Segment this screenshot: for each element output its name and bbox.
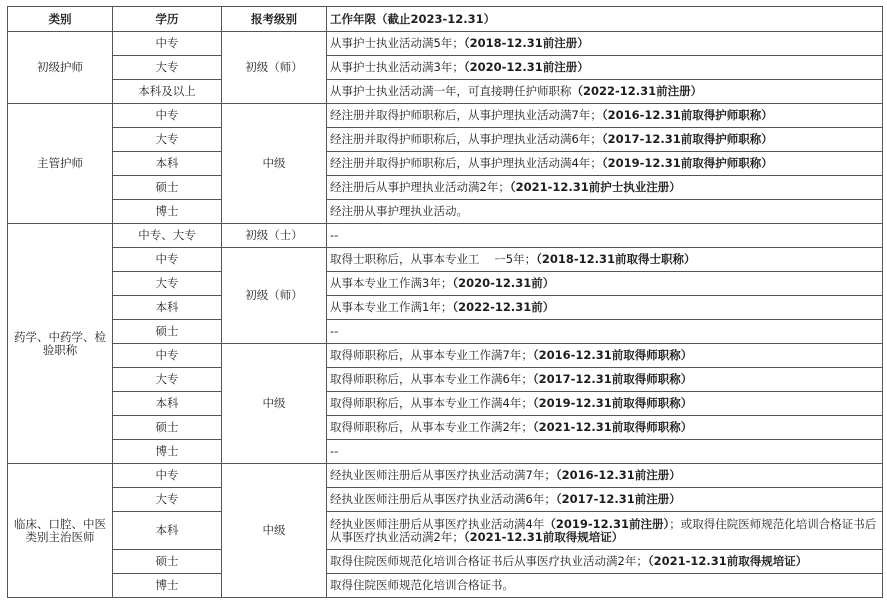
education-cell: 大专 bbox=[113, 56, 222, 80]
requirement-text: 经注册并取得护师职称后，从事护理执业活动满6年； bbox=[330, 132, 602, 146]
requirement-cell bbox=[327, 574, 883, 598]
requirement-cell bbox=[327, 344, 883, 368]
requirement-cell bbox=[327, 440, 883, 464]
education-cell: 博士 bbox=[113, 200, 222, 224]
requirement-cell bbox=[327, 392, 883, 416]
requirement-text: 从事护士执业活动满5年； bbox=[330, 36, 464, 50]
deadline-note: （2019-12.31前注册） bbox=[544, 516, 670, 531]
table-row bbox=[8, 80, 883, 104]
table-row bbox=[8, 272, 883, 296]
category-cell: 主管护师 bbox=[8, 104, 113, 224]
education-cell: 硕士 bbox=[113, 550, 222, 574]
header-level: 报考级别 bbox=[222, 7, 327, 32]
requirement-text: 取得师职称后，从事本专业工作满4年； bbox=[330, 396, 533, 410]
requirement-cell bbox=[327, 248, 883, 272]
table-row bbox=[8, 200, 883, 224]
education-cell: 中专 bbox=[113, 248, 222, 272]
table-row bbox=[8, 488, 883, 512]
requirement-cell bbox=[327, 128, 883, 152]
requirement-text: 取得师职称后，从事本专业工作满2年； bbox=[330, 420, 533, 434]
education-cell: 硕士 bbox=[113, 176, 222, 200]
table-row bbox=[8, 56, 883, 80]
requirement-cell bbox=[327, 224, 883, 248]
deadline-note: （2019-12.31前取得师职称） bbox=[532, 396, 693, 410]
requirement-text: 取得住院医师规范化培训合格证书后从事医疗执业活动满2年； bbox=[330, 554, 648, 568]
requirement-cell bbox=[327, 104, 883, 128]
table-row bbox=[8, 32, 883, 56]
deadline-note: （2017-12.31前注册） bbox=[555, 492, 681, 506]
table-row bbox=[8, 152, 883, 176]
requirement-cell bbox=[327, 320, 883, 344]
requirement-text: -- bbox=[330, 324, 339, 338]
deadline-note: （2018-12.31前取得士职称） bbox=[536, 252, 696, 266]
deadline-note-alt: （2021-12.31前取得规培证） bbox=[463, 529, 624, 544]
deadline-note: （2021-12.31前取得规培证） bbox=[647, 554, 808, 568]
header-requirement: 工作年限（截止2023-12.31） bbox=[327, 7, 883, 32]
requirement-cell bbox=[327, 272, 883, 296]
deadline-note: （2017-12.31前取得护师职称） bbox=[601, 132, 773, 146]
table-row bbox=[8, 128, 883, 152]
requirement-cell bbox=[327, 200, 883, 224]
education-cell: 中专、大专 bbox=[113, 224, 222, 248]
education-cell: 中专 bbox=[113, 464, 222, 488]
requirement-cell bbox=[327, 152, 883, 176]
deadline-note: （2016-12.31前注册） bbox=[555, 468, 681, 482]
requirement-cell bbox=[327, 32, 883, 56]
level-cell: 初级（师） bbox=[222, 248, 327, 344]
education-cell: 大专 bbox=[113, 128, 222, 152]
table-row bbox=[8, 296, 883, 320]
deadline-note: （2021-12.31前护士执业注册） bbox=[509, 180, 681, 194]
level-cell: 中级 bbox=[222, 104, 327, 224]
requirement-text: -- bbox=[330, 228, 339, 242]
requirement-cell bbox=[327, 550, 883, 574]
level-cell: 初级（士） bbox=[222, 224, 327, 248]
requirement-text: 从事护士执业活动满3年； bbox=[330, 60, 464, 74]
table-row bbox=[8, 248, 883, 272]
requirement-text: 经执业医师注册后从事医疗执业活动满7年； bbox=[330, 468, 556, 482]
education-cell: 博士 bbox=[113, 440, 222, 464]
education-cell: 中专 bbox=[113, 32, 222, 56]
education-cell: 中专 bbox=[113, 104, 222, 128]
table-row bbox=[8, 550, 883, 574]
deadline-note: （2018-12.31前注册） bbox=[463, 36, 589, 50]
education-cell: 本科及以上 bbox=[113, 80, 222, 104]
education-cell: 博士 bbox=[113, 574, 222, 598]
requirement-text: 取得师职称后，从事本专业工作满6年； bbox=[330, 372, 533, 386]
level-cell: 中级 bbox=[222, 464, 327, 598]
requirement-text: 经注册并取得护师职称后，从事护理执业活动满7年； bbox=[330, 108, 602, 122]
requirement-cell bbox=[327, 464, 883, 488]
requirement-cell bbox=[327, 56, 883, 80]
table-row bbox=[8, 104, 883, 128]
qualification-table bbox=[7, 6, 883, 598]
table-row bbox=[8, 368, 883, 392]
requirement-text: -- bbox=[330, 444, 339, 458]
deadline-note: （2016-12.31前取得师职称） bbox=[532, 348, 693, 362]
table-row bbox=[8, 574, 883, 598]
deadline-note: （2020-12.31前注册） bbox=[463, 60, 589, 74]
requirement-text-alt: ；或取得住院医师规范化培训合格证书后从事医疗执业活动满2年； bbox=[330, 516, 877, 544]
requirement-text: 经执业医师注册后从事医疗执业活动满6年； bbox=[330, 492, 556, 506]
table-row bbox=[8, 344, 883, 368]
requirement-text: 经注册并取得护师职称后，从事护理执业活动满4年； bbox=[330, 156, 602, 170]
requirement-text: 从事本专业工作满1年； bbox=[330, 300, 453, 314]
requirement-cell bbox=[327, 80, 883, 104]
requirement-text: 经执业医师注册后从事医疗执业活动满4年 bbox=[330, 516, 545, 531]
requirement-cell bbox=[327, 512, 883, 550]
requirement-cell bbox=[327, 488, 883, 512]
table-row bbox=[8, 176, 883, 200]
table-row bbox=[8, 512, 883, 550]
level-cell: 初级（师） bbox=[222, 32, 327, 104]
category-cell: 临床、口腔、中医类别主治医师 bbox=[8, 464, 113, 598]
level-cell: 中级 bbox=[222, 344, 327, 464]
deadline-note: （2016-12.31前取得护师职称） bbox=[601, 108, 773, 122]
deadline-note: （2022-12.31前注册） bbox=[571, 84, 703, 98]
deadline-note: （2022-12.31前） bbox=[452, 300, 555, 314]
education-cell: 本科 bbox=[113, 392, 222, 416]
table-row bbox=[8, 440, 883, 464]
requirement-text: 经注册后从事护理执业活动满2年； bbox=[330, 180, 510, 194]
header-category: 类别 bbox=[8, 7, 113, 32]
education-cell: 本科 bbox=[113, 512, 222, 550]
requirement-cell bbox=[327, 368, 883, 392]
education-cell: 硕士 bbox=[113, 416, 222, 440]
education-cell: 大专 bbox=[113, 488, 222, 512]
education-cell: 本科 bbox=[113, 296, 222, 320]
education-cell: 大专 bbox=[113, 272, 222, 296]
table-row bbox=[8, 224, 883, 248]
requirement-cell bbox=[327, 416, 883, 440]
table-row bbox=[8, 416, 883, 440]
requirement-cell bbox=[327, 296, 883, 320]
header-row bbox=[8, 7, 883, 32]
education-cell: 大专 bbox=[113, 368, 222, 392]
education-cell: 中专 bbox=[113, 344, 222, 368]
education-cell: 本科 bbox=[113, 152, 222, 176]
deadline-note: （2019-12.31前取得护师职称） bbox=[601, 156, 773, 170]
category-cell: 药学、中药学、检验职称 bbox=[8, 224, 113, 464]
education-cell: 硕士 bbox=[113, 320, 222, 344]
deadline-note: （2017-12.31前取得师职称） bbox=[532, 372, 693, 386]
header-education: 学历 bbox=[113, 7, 222, 32]
deadline-note: （2020-12.31前） bbox=[452, 276, 555, 290]
requirement-cell bbox=[327, 176, 883, 200]
requirement-text: 取得士职称后，从事本专业工 ᅳ5年； bbox=[330, 252, 537, 266]
category-cell: 初级护师 bbox=[8, 32, 113, 104]
requirement-text: 经注册从事护理执业活动。 bbox=[330, 204, 468, 218]
requirement-text: 取得住院医师规范化培训合格证书。 bbox=[330, 578, 514, 592]
deadline-note: （2021-12.31前取得师职称） bbox=[532, 420, 693, 434]
table-row bbox=[8, 320, 883, 344]
requirement-text: 取得师职称后，从事本专业工作满7年； bbox=[330, 348, 533, 362]
requirement-text: 从事本专业工作满3年； bbox=[330, 276, 453, 290]
table-row bbox=[8, 392, 883, 416]
table-row bbox=[8, 464, 883, 488]
requirement-text: 从事护士执业活动满一年，可直接聘任护师职称 bbox=[330, 84, 572, 98]
